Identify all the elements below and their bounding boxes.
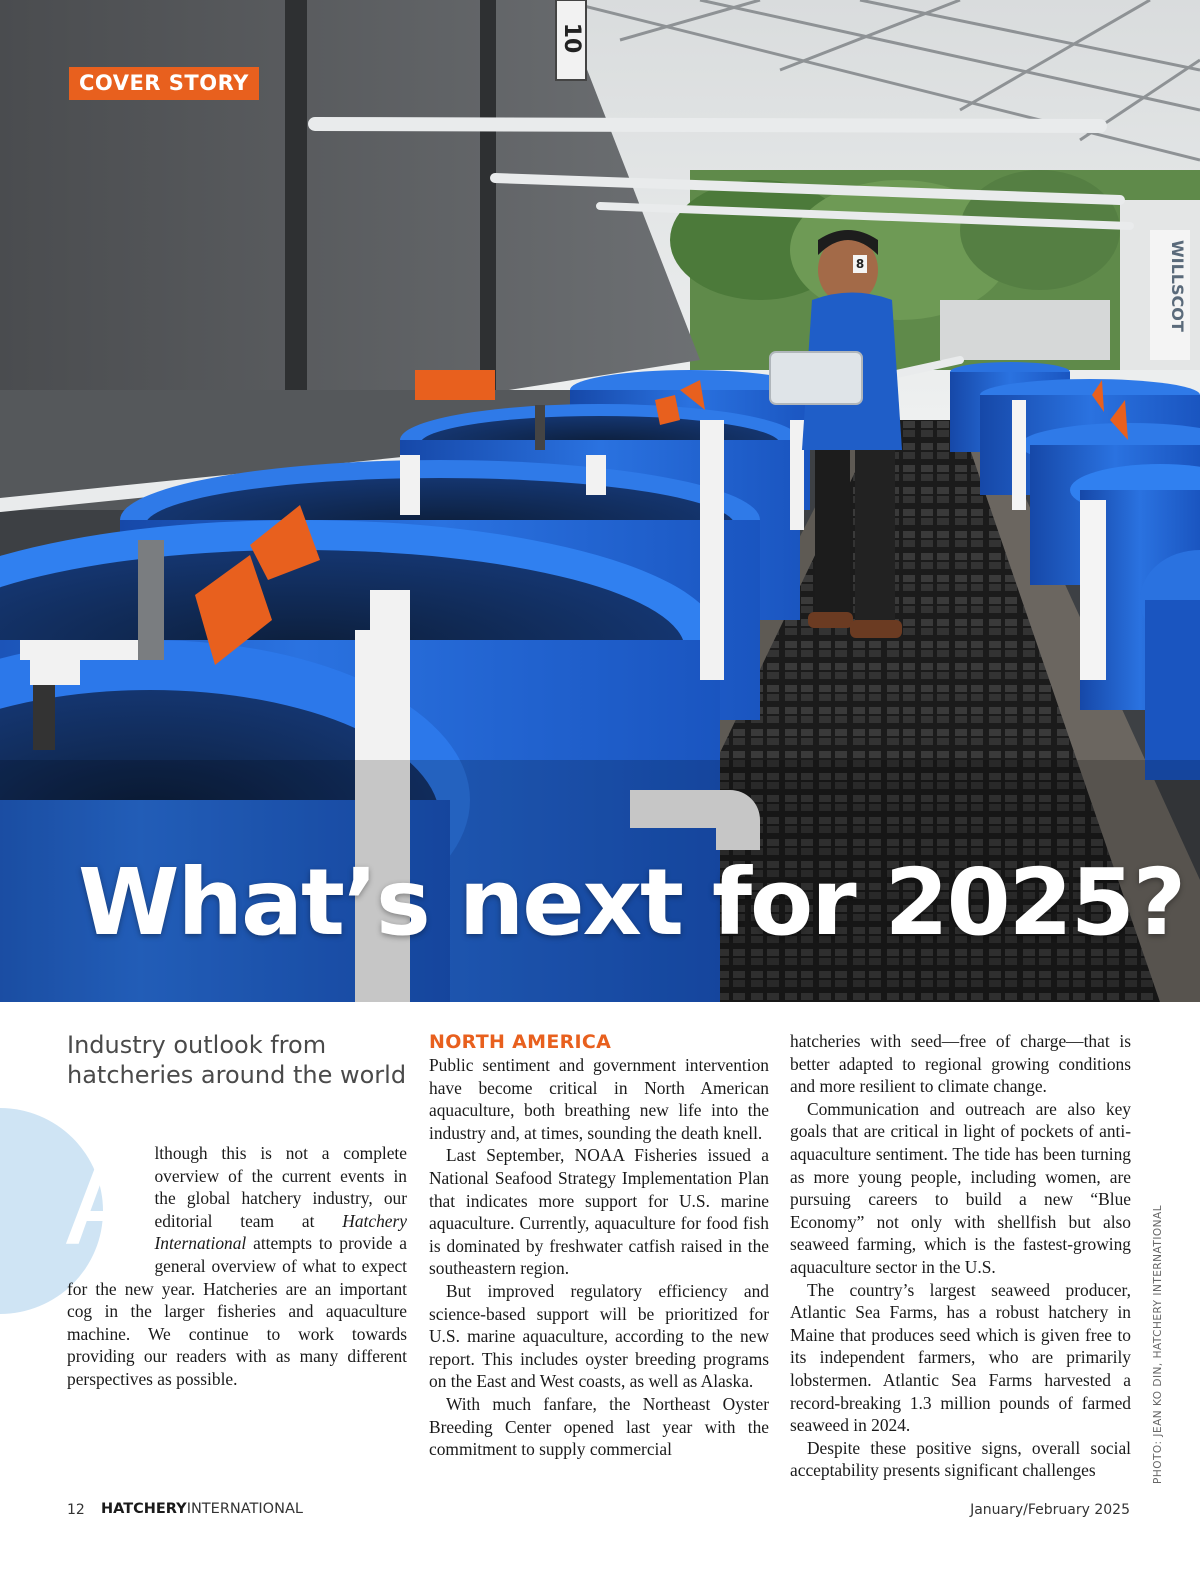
intro-paragraph	[65, 1131, 407, 1391]
photo-credit: PHOTO: JEAN KO DIN, HATCHERY INTERNATIONAL	[1152, 1204, 1164, 1484]
body-paragraph: Communication and outreach are also key goals that are critical in light of pockets of anti-aquaculture sentiment. The tide has been turning as more young people, including women, are pursuing careers to build a new “Blue Economy” not only with shellfish but also seaweed farming, which is the fastest-growing aquaculture sector in the U.S.	[790, 1098, 1131, 1277]
deck-subtitle: Industry outlook from hatcheries around the world	[67, 1031, 407, 1089]
body-paragraph: With much fanfare, the Northeast Oyster Breeding Center opened last year with the commitment to supply commercial	[429, 1393, 769, 1460]
building-sign: WILLSCOT	[1168, 240, 1187, 332]
tank-tag-number: 8	[855, 257, 865, 271]
body-paragraph: But improved regulatory efficiency and science-based support will be prioritized for U.S. marine aquaculture, according to the new report. This includes oyster breeding programs on the East and West coasts, as well as Alaska.	[429, 1280, 769, 1392]
body-paragraph: hatcheries with seed—free of charge—that is better adapted to regional growing conditions and more resilient to climate change.	[790, 1031, 1131, 1097]
pole-number-sign: 10	[559, 22, 584, 54]
body-paragraph: Last September, NOAA Fisheries issued a National Seafood Strategy Implementation Plan that indicates more support for U.S. marine aquaculture. Currently, aquaculture for food fish is dominated by freshwater catfish raised in the southeastern region.	[429, 1145, 769, 1279]
issue-date: January/February 2025	[970, 1502, 1130, 1518]
body-paragraph: Despite these positive signs, overall social acceptability presents significant challenges	[790, 1437, 1131, 1481]
magazine-name-bold: HATCHERY	[101, 1501, 187, 1517]
publication-name: Hatchery International	[154, 1210, 407, 1254]
intro-text: lthough this is not a complete overview of the current events in the global hatchery industry, our editorial team at	[154, 1143, 407, 1231]
intro-text-end: attempts to provide a general overview of what to expect for the new year. Hatcheries are an important cog in the larger fisheries and aquaculture machine. We continue to work towards providing our readers with as many different perspectives as possible.	[67, 1233, 407, 1389]
column-north-america	[429, 1030, 769, 1461]
magazine-name-light: INTERNATIONAL	[186, 1501, 303, 1517]
section-heading: NORTH AMERICA	[429, 1031, 612, 1053]
page-number: 12	[67, 1502, 85, 1518]
body-paragraph: Public sentiment and government intervention have become critical in North American aquaculture, both breathing new life into the industry and, at times, sounding the death knell.	[429, 1055, 769, 1143]
column-continued	[790, 1030, 1131, 1482]
headline: What’s next for 2025?	[78, 849, 1185, 956]
magazine-name	[101, 1501, 303, 1517]
cover-story-label: COVER STORY	[69, 67, 259, 100]
column-intro	[67, 1030, 407, 1391]
dropcap-letter: A	[65, 1131, 149, 1273]
body-paragraph: The country’s largest seaweed producer, Atlantic Sea Farms, has a robust hatchery in Maine that produces seed which is given free to its independent farmers, who are primarily lobstermen. Atlantic Sea Farms harvested a record-breaking 1.3 million pounds of farmed seaweed in 2024.	[790, 1279, 1131, 1436]
